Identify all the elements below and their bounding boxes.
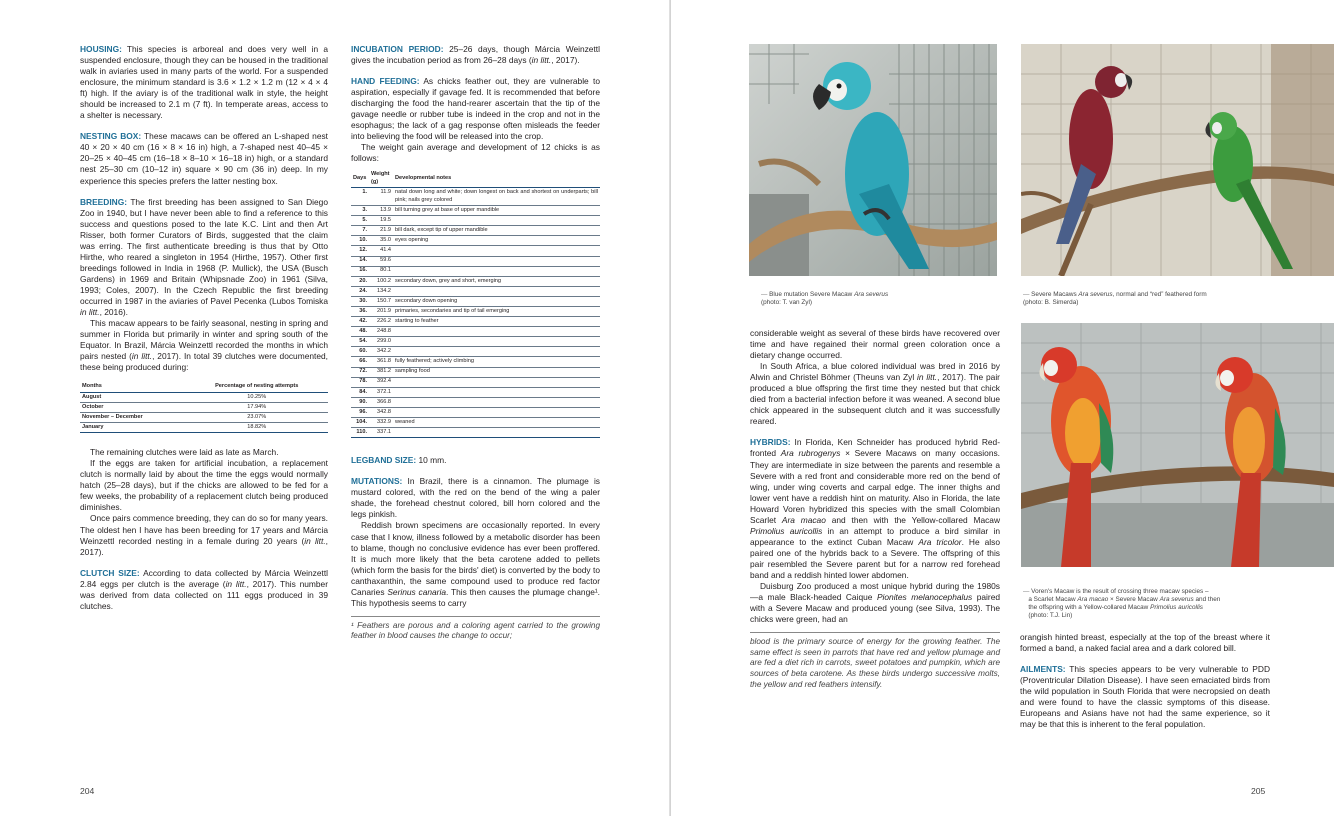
mutations-text: In Brazil, there is a cinnamon. The plumage is mustard colored, with the red on the bend of the wing a paler shade, the forehead chestnut colored, bill horn colored and the legs pinkish. xyxy=(351,476,600,520)
left-page xyxy=(0,0,670,816)
day-cell: 5. xyxy=(351,216,369,226)
hybrids-text-c: and then with the Yellow-collared Macaw xyxy=(825,514,1000,525)
clutch-paragraph xyxy=(80,568,328,612)
day-cell: 54. xyxy=(351,337,369,347)
percentage-cell: 17.94% xyxy=(185,402,328,412)
note-cell xyxy=(393,327,600,337)
weight-cell: 80.1 xyxy=(369,266,393,276)
housing-heading: HOUSING: xyxy=(80,44,122,54)
hybrids-text-e: . He also paired one of the hybrids back to a Severe. The offspring of this pair resembled the Severe parent but for a narrow red forehead band and a reddish hinted lower abdomen. xyxy=(750,536,1000,580)
day-cell: 1. xyxy=(351,188,369,206)
right-page xyxy=(671,0,1341,816)
weight-cell: 299.0 xyxy=(369,337,393,347)
breeding-italic: in litt. xyxy=(80,307,100,318)
month-cell: January xyxy=(80,423,185,433)
seasonal-text-end: , 2017). In total 39 clutches were documented, these being produced during: xyxy=(80,351,328,373)
note-cell: secondary down, grey and short, emerging xyxy=(393,276,600,286)
hybrids-paragraph xyxy=(750,437,1000,581)
weight-table-row xyxy=(351,387,600,397)
note-cell xyxy=(393,216,600,226)
day-cell: 20. xyxy=(351,276,369,286)
day-cell: 60. xyxy=(351,347,369,357)
orangish-paragraph: orangish hinted breast, especially at the top of the breast where it formed a band, a naked facial area and a dark colored bill. xyxy=(1020,632,1270,654)
hybrids-text-a: In Florida, Ken Schneider has produced hybrid Red-fronted xyxy=(750,437,1000,459)
south-africa-paragraph xyxy=(750,361,1000,427)
note-cell: weaned xyxy=(393,418,600,428)
weight-cell: 248.8 xyxy=(369,327,393,337)
handfeeding-paragraph xyxy=(351,76,600,142)
right-column-2 xyxy=(1020,632,1270,730)
caption1-credit: (photo: T. van Zyl) xyxy=(761,299,813,307)
page-number-right: 205 xyxy=(1251,786,1266,796)
weight-table xyxy=(351,170,600,438)
note-cell: primaries, secondaries and tip of tail emerging xyxy=(393,307,600,317)
weight-cell: 342.2 xyxy=(369,347,393,357)
duisburg-paragraph xyxy=(750,581,1000,625)
seasonal-text: This macaw appears to be fairly seasonal, nesting in spring and summer in Florida but primarily in winter and spring south of the Equator. In Brazil, Márcia Weinzettl recorded the months in which pairs nested ( xyxy=(80,318,328,362)
weight-table-row xyxy=(351,397,600,407)
note-cell: secondary down opening xyxy=(393,296,600,306)
caption2-text-end: , normal and “red” feathered form xyxy=(1112,291,1207,298)
percentage-header: Percentage of nesting attempts xyxy=(185,382,328,392)
housing-text: This species is arboreal and does very well in a suspended enclosure, though they can be housed in the traditional walk in aviaries used in many parts of the world. For a suspended enclosure, the minimum standard is 3.6 × 1.2 × 1.2 m (12 × 4 × 4 ft) high. If the aviary is of the traditional walk in style, the height should be increased to 2.1 m (7 ft). In temperate areas, access to a shelter is necessary. xyxy=(80,44,328,121)
caption3-line2: a Scarlet Macaw xyxy=(1028,596,1078,604)
seasonal-italic: in litt. xyxy=(131,351,153,362)
day-cell: 48. xyxy=(351,327,369,337)
clutch-text-end: , 2017). This number was derived from data collected on 111 eggs produced in 39 clutches. xyxy=(80,578,329,611)
handfeeding-heading: HAND FEEDING: xyxy=(351,76,420,87)
breeding-paragraph xyxy=(80,197,328,319)
day-cell: 24. xyxy=(351,286,369,296)
left-column-1 xyxy=(80,44,328,612)
day-cell: 104. xyxy=(351,418,369,428)
caption-blue-macaw: — Blue mutation Severe Macaw Ara severus (photo: T. van Zyl) xyxy=(761,291,889,307)
weight-table-row xyxy=(351,317,600,327)
notes-header: Developmental notes xyxy=(393,170,600,188)
breeding-text-end: , 2016). xyxy=(99,307,128,318)
oldest-hen-text: Once pairs commence breeding, they can do so for many years. The oldest hen I have has been breeding for 17 years and Márcia Weinzettl recorded nesting in a female during 20 years ( xyxy=(80,513,328,546)
remaining-clutches-paragraph: The remaining clutches were laid as late as March. xyxy=(90,447,279,458)
note-cell: bill turning grey at base of upper mandible xyxy=(393,206,600,216)
incubation-paragraph xyxy=(351,44,600,66)
weight-intro-paragraph: The weight gain average and development of 12 chicks is as follows: xyxy=(351,142,600,164)
south-africa-italic: in litt. xyxy=(917,372,938,383)
weight-table-row xyxy=(351,428,600,438)
note-cell: sampling food xyxy=(393,367,600,377)
months-table-row xyxy=(80,423,328,433)
weight-table-row xyxy=(351,296,600,306)
footnote: ¹ Feathers are porous and a coloring agent carried to the growing feather in blood causes the change to occur; xyxy=(351,616,600,642)
months-table-row xyxy=(80,392,328,402)
note-cell xyxy=(393,347,600,357)
days-header: Days xyxy=(351,170,369,188)
legband-heading: LEGBAND SIZE: xyxy=(351,455,417,466)
caption3-italic1: Ara macao xyxy=(1077,596,1109,604)
hybrids-text-d: in an attempt to produce a bird similar in appearance to the extinct Cuban Macaw xyxy=(750,525,1000,547)
caption3-italic3: Primolius auricollis xyxy=(1150,604,1203,612)
month-cell: October xyxy=(80,402,185,412)
hybrids-italic-2: Ara macao xyxy=(781,514,826,525)
day-cell: 30. xyxy=(351,296,369,306)
note-cell: eyes opening xyxy=(393,236,600,246)
caption3-line1: Voren's Macaw is the result of crossing three macaw species – xyxy=(1031,588,1209,595)
duisburg-text-end: paired with a Severe Macaw and produced young (see Silva, 1993). The chicks were green, had an xyxy=(750,592,1001,625)
nesting-paragraph xyxy=(80,131,328,186)
month-cell: November – December xyxy=(80,413,185,423)
note-cell xyxy=(393,286,600,296)
day-cell: 42. xyxy=(351,317,369,327)
day-cell: 78. xyxy=(351,377,369,387)
weight-cell: 21.9 xyxy=(369,226,393,236)
months-header: Months xyxy=(80,382,185,392)
page-number-left: 204 xyxy=(80,786,95,796)
incubation-italic: in litt. xyxy=(531,55,552,66)
weight-table-row xyxy=(351,276,600,286)
day-cell: 96. xyxy=(351,407,369,417)
replacement-clutch-paragraph: If the eggs are taken for artificial incubation, a replacement clutch is normally laid by about the time the eggs would normally hatch (25–28 days), but if the chicks are allowed to be fed for a few weeks, the probability of a replacement clutch being produced diminishes. xyxy=(80,458,328,513)
note-cell xyxy=(393,397,600,407)
incubation-heading: INCUBATION PERIOD: xyxy=(351,44,444,54)
caption3-italic2: Ara severus xyxy=(1159,596,1194,604)
weight-cell: 332.9 xyxy=(369,418,393,428)
weight-table-row xyxy=(351,256,600,266)
clutch-heading: CLUTCH SIZE: xyxy=(80,567,140,578)
weight-cell: 372.1 xyxy=(369,387,393,397)
weight-table-row xyxy=(351,347,600,357)
weight-cell: 381.2 xyxy=(369,367,393,377)
months-table xyxy=(80,382,328,433)
note-cell xyxy=(393,266,600,276)
day-cell: 90. xyxy=(351,397,369,407)
day-cell: 110. xyxy=(351,428,369,438)
hybrids-text-b: × Severe Macaws on many occasions. They are intermediate in size between the parents and resemble a Severe with a red front and considerable more red on the bend of wing, under wing coverts and carpal edge. The inner thighs and lower vent have a reddish hint on maturity. Also in Florida, the late Howard Voren hybridized this species with the small Colombian Scarlet xyxy=(750,448,1001,525)
note-cell xyxy=(393,407,600,417)
note-cell xyxy=(393,246,600,256)
red-and-green-macaws-photo xyxy=(1021,44,1334,276)
breeding-heading: BREEDING: xyxy=(80,196,127,207)
weight-cell: 41.4 xyxy=(369,246,393,256)
note-cell xyxy=(393,387,600,397)
day-cell: 66. xyxy=(351,357,369,367)
month-cell: August xyxy=(80,392,185,402)
weight-table-row xyxy=(351,377,600,387)
weight-cell: 11.9 xyxy=(369,188,393,206)
ailments-heading: AILMENTS: xyxy=(1020,664,1066,675)
oldest-hen-text-end: , 2017). xyxy=(80,535,328,557)
hybrids-italic-1: Ara rubrogenys xyxy=(780,448,841,459)
note-cell: natal down long and white; down longest on back and shortest on underparts; bill pink; nails grey colored xyxy=(393,188,600,206)
caption2-italic: Ara severus xyxy=(1078,291,1113,298)
weight-cell: 392.4 xyxy=(369,377,393,387)
hybrids-italic-3: Primolius auricollis xyxy=(750,525,823,536)
recovered-paragraph: considerable weight as several of these birds have recovered over time and have regained their normal green coloration once a dietary change occurred. xyxy=(750,328,1000,361)
south-africa-text-end: , 2017). The pair produced a blue offspring the first time they nested but that chick died from a bacterial infection before it was weaned. A second blue chick appeared in the subsequent clutch and it was successfully reared. xyxy=(750,372,1000,427)
weight-table-row xyxy=(351,188,600,206)
right-column-1 xyxy=(750,328,1000,690)
day-cell: 16. xyxy=(351,266,369,276)
day-cell: 84. xyxy=(351,387,369,397)
weight-cell: 342.8 xyxy=(369,407,393,417)
weight-cell: 337.1 xyxy=(369,428,393,438)
caption1-italic: Ara severus xyxy=(854,291,889,298)
note-cell xyxy=(393,256,600,266)
day-cell: 12. xyxy=(351,246,369,256)
caption-red-green-macaws: — Severe Macaws Ara severus, normal and “red” feathered form (photo: B. Simerda) xyxy=(1023,291,1207,307)
weight-header: Weight (g) xyxy=(369,170,393,188)
weight-cell: 201.9 xyxy=(369,307,393,317)
weight-cell: 19.5 xyxy=(369,216,393,226)
incubation-text-end: , 2017). xyxy=(551,55,580,66)
weight-cell: 35.0 xyxy=(369,236,393,246)
caption3-line2b: × Severe Macaw xyxy=(1108,596,1160,604)
day-cell: 3. xyxy=(351,206,369,216)
weight-cell: 59.6 xyxy=(369,256,393,266)
caption2-credit: (photo: B. Simerda) xyxy=(1023,299,1079,307)
weight-table-row xyxy=(351,266,600,276)
duisburg-text: Duisburg Zoo produced a most unique hybrid during the 1980s—a male Black-headed Caique xyxy=(750,581,1000,603)
mutations-paragraph xyxy=(351,476,600,520)
reddish-text: Reddish brown specimens are occasionally reported. In every case that I know, illness followed by a metabolic disorder has been to blame, though no conclusive evidence has ever been proffered. It is much more likely that the beta carotene added to pellets (which form the basis for the birds' diet) is converted by the body to canthaxanthin, the same compound used to produce red factor Canaries xyxy=(351,520,600,597)
reddish-text-end: . This then causes the plumage change¹. This hypothesis seems to carry xyxy=(351,586,601,608)
hybrids-italic-4: Ara tricolor xyxy=(918,536,962,547)
blue-macaw-photo xyxy=(749,44,997,276)
ailments-paragraph xyxy=(1020,664,1270,730)
note-cell xyxy=(393,377,600,387)
caption3-credit: (photo: T.J. Lin) xyxy=(1028,612,1073,620)
weight-table-row xyxy=(351,357,600,367)
left-column-2 xyxy=(351,44,600,642)
weight-cell: 100.2 xyxy=(369,276,393,286)
caption3-line3: the offspring with a Yellow-collared Macaw xyxy=(1028,604,1151,612)
housing-paragraph xyxy=(80,44,328,121)
incubation-text: 25–26 days, though Márcia Weinzettl gives the incubation period as from 26–28 days ( xyxy=(351,44,600,66)
note-cell: fully feathered; actively climbing xyxy=(393,357,600,367)
footnote-continued: blood is the primary source of energy for the growing feather. The same effect is seen in parrots that have red and yellow plumage and are fed a diet rich in carrots, sweet potatoes and pumpkin, which are sources of beta carotene. As these birds undergo successive molts, the yellow and red feathers intensify. xyxy=(750,632,1000,690)
weight-cell: 226.2 xyxy=(369,317,393,327)
note-cell: bill dark, except tip of upper mandible xyxy=(393,226,600,236)
nesting-heading: NESTING BOX: xyxy=(80,131,142,142)
clutch-italic: in litt. xyxy=(225,578,247,589)
note-cell xyxy=(393,337,600,347)
percentage-cell: 18.82% xyxy=(185,423,328,433)
vorens-macaws-photo xyxy=(1021,323,1334,567)
percentage-cell: 23.07% xyxy=(185,413,328,423)
weight-cell: 366.8 xyxy=(369,397,393,407)
weight-table-row xyxy=(351,226,600,236)
note-cell xyxy=(393,428,600,438)
caption2-text: Severe Macaws xyxy=(1031,291,1079,298)
caption1-text: Blue mutation Severe Macaw xyxy=(769,291,855,298)
day-cell: 14. xyxy=(351,256,369,266)
weight-cell: 361.8 xyxy=(369,357,393,367)
seasonal-paragraph xyxy=(80,318,328,373)
hybrids-heading: HYBRIDS: xyxy=(750,437,791,448)
caption3-line2c: and then xyxy=(1193,596,1221,604)
weight-table-row xyxy=(351,307,600,317)
weight-table-row xyxy=(351,337,600,347)
reddish-italic: Serinus canaria xyxy=(387,586,446,597)
nesting-text: These macaws can be offered an L-shaped nest 40 × 20 × 40 cm (16 × 8 × 16 in) high, a 7-shaped nest 40–45 × 20–25 × 40–45 cm (16–18 × 8–10 × 16–18 in) high, or a standard nest 25–30 cm (10–12 in) square × 90 cm (36 in) deep. In my experience this species prefers the latter nesting box. xyxy=(80,131,328,186)
weight-table-row xyxy=(351,236,600,246)
weight-cell: 134.2 xyxy=(369,286,393,296)
day-cell: 36. xyxy=(351,307,369,317)
oldest-hen-italic: in litt. xyxy=(304,535,326,546)
months-table-row xyxy=(80,402,328,412)
weight-table-row xyxy=(351,367,600,377)
day-cell: 10. xyxy=(351,236,369,246)
months-table-row xyxy=(80,413,328,423)
duisburg-italic: Pionites melanocephalus xyxy=(876,592,973,603)
weight-table-row xyxy=(351,407,600,417)
oldest-hen-paragraph xyxy=(80,513,328,557)
note-cell: starting to feather xyxy=(393,317,600,327)
clutch-text: According to data collected by Márcia Weinzettl 2.84 eggs per clutch is the average ( xyxy=(80,567,329,589)
legband-paragraph xyxy=(351,455,600,466)
legband-text: 10 mm. xyxy=(416,455,447,466)
weight-table-row xyxy=(351,206,600,216)
handfeeding-text: As chicks feather out, they are vulnerable to aspiration, especially if gavage fed. It is recommended that before discharging the food the hand-rearer ascertain that the tip of the gavage needle or rubber tube is indeed in the crop and not in the esophagus; the lack of a gag response often misleads the feeder into believing the food will be released into the crop. xyxy=(351,76,600,142)
weight-table-row xyxy=(351,418,600,428)
weight-table-row xyxy=(351,327,600,337)
day-cell: 7. xyxy=(351,226,369,236)
south-africa-text: In South Africa, a blue colored individual was bred in 2016 by Alwin and Christel Böhmer (Theuns van Zyl xyxy=(750,361,1000,383)
breeding-text: The first breeding has been assigned to San Diego Zoo in 1940, but I have never been able to find a reference to this success and questions posed to the late K.C. Lint and then Art Risser, both former Curators of Birds, suggested that the claim was erring. The first authenticate breeding is thus that by Otto Hirthe, who reared a singleton in 1954 (Hirthe, 1957). Other first breedings followed in India in 1968 (P. Mullick), the USA (Busch Gardens) in 1969 and Britain (Whipsnade Zoo) in 1961 (Silva, 1993; Coles, 2007). In the Czech Republic the first breeding occurred in 1987 in the aviaries of Pavel Pecenka (Lubos Tomiska xyxy=(80,196,328,306)
day-cell: 72. xyxy=(351,367,369,377)
weight-table-row xyxy=(351,246,600,256)
reddish-paragraph xyxy=(351,520,600,608)
caption-vorens-macaw: — Voren's Macaw is the result of crossing three macaw species – a Scarlet Macaw Ara macao × Severe Macaw Ara severus and then the offspring with a Yellow-collared Macaw Primolius auricollis (photo: T.J. Lin) xyxy=(1023,588,1221,620)
weight-cell: 13.9 xyxy=(369,206,393,216)
mutations-heading: MUTATIONS: xyxy=(351,476,403,487)
percentage-cell: 10.25% xyxy=(185,392,328,402)
weight-cell: 150.7 xyxy=(369,296,393,306)
weight-table-row xyxy=(351,216,600,226)
weight-table-row xyxy=(351,286,600,296)
ailments-text: This species appears to be very vulnerable to PDD (Proventricular Dilation Disease). I have seen emaciated birds from the wild population in South Florida that were necropsied on death and were found to have the classic symptoms of this disease. Europeans and Asians have not had the same experience, so it may be that this is inherent to the feral population. xyxy=(1020,664,1270,730)
